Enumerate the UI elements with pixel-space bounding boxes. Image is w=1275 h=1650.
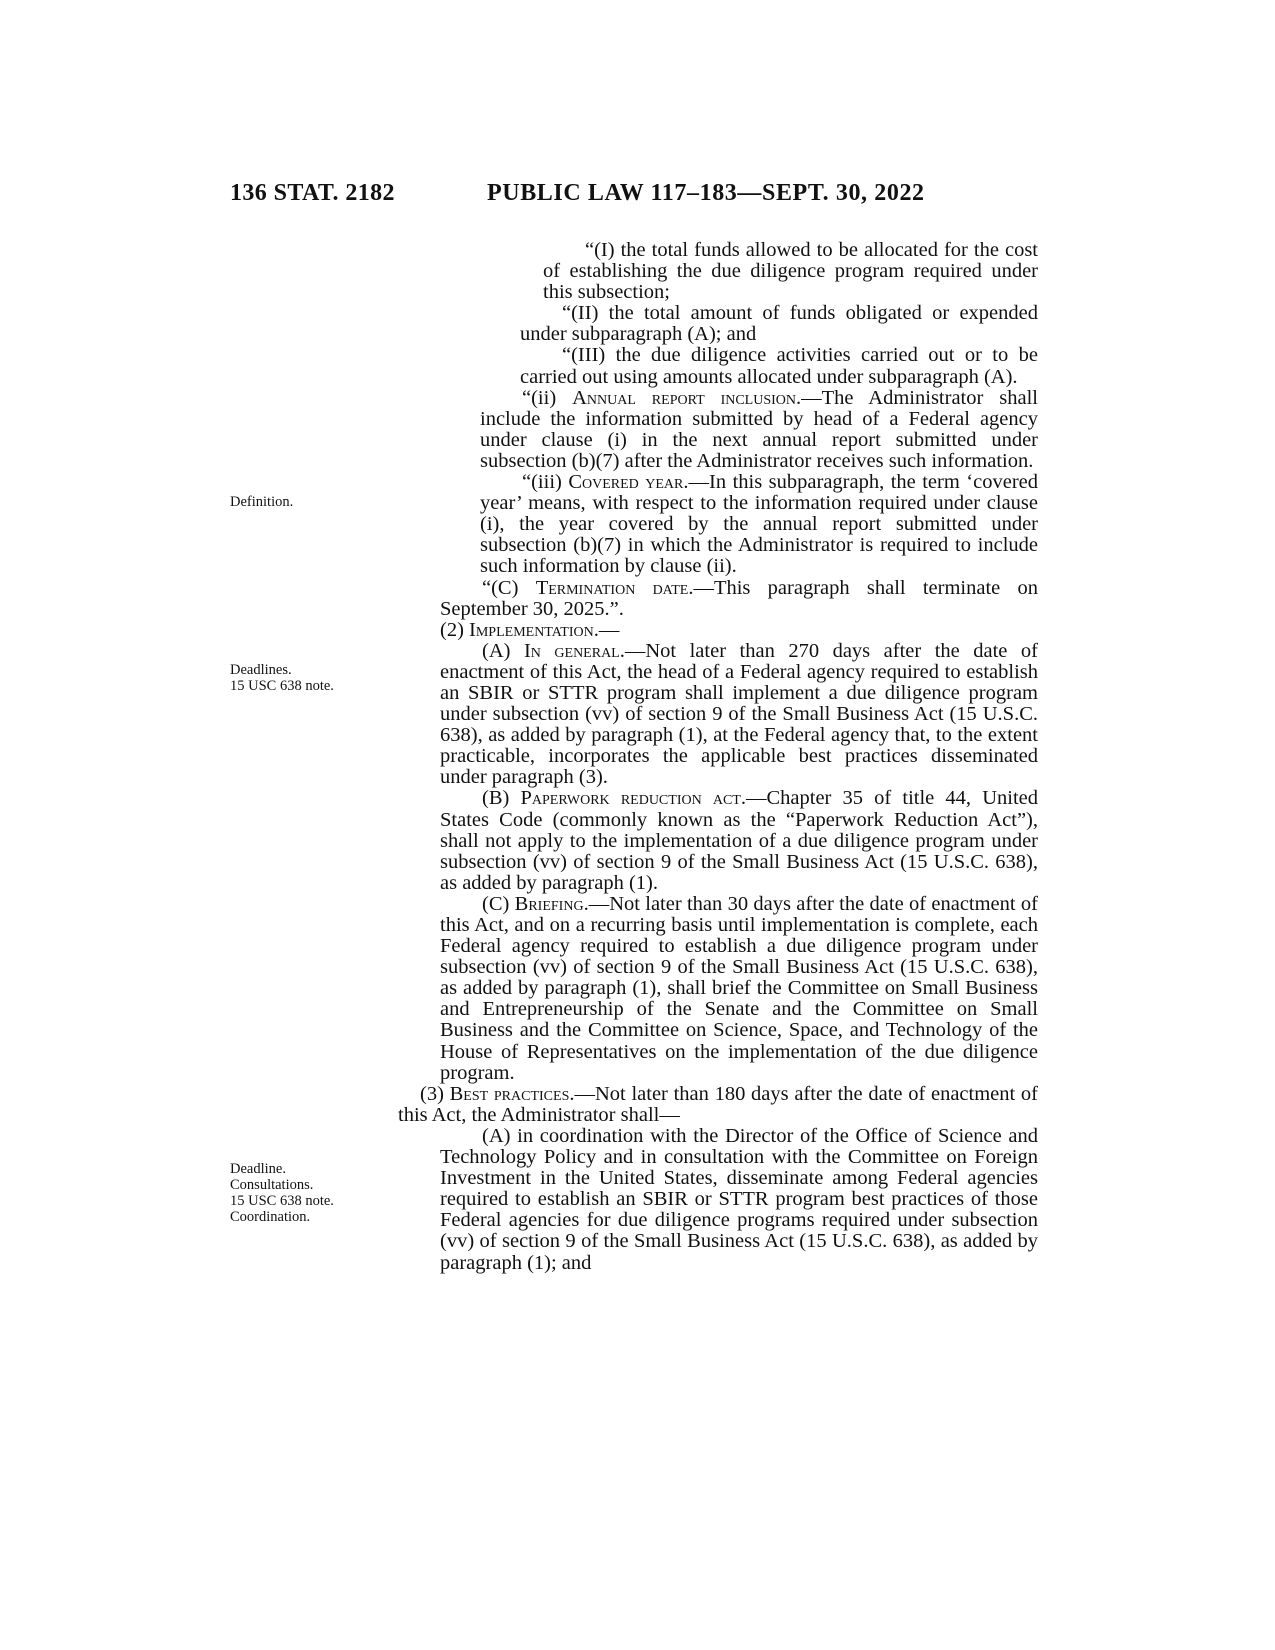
clause-iii (418, 472, 1038, 577)
margin-note-deadline-coordination (230, 1161, 400, 1225)
statute-page-number: 136 STAT. 2182 (230, 180, 395, 206)
paragraph-2-heading (418, 620, 1038, 641)
margin-note-line: 15 USC 638 note. (230, 678, 334, 694)
sub-C-text: .—This paragraph shall terminate on September 30, 2025.”. (440, 576, 1038, 620)
margin-note-deadlines (230, 662, 400, 694)
para-3-heading: Best practices (449, 1082, 570, 1105)
p2A-label: (A) (482, 639, 524, 662)
clause-ii-label: “(ii) (522, 386, 573, 409)
paragraph-3 (398, 1084, 1038, 1126)
p2A-text: .—Not later than 270 days after the date of enactment of this Act, the head of a Federal agency required to establish an SBIR or STTR program shall implement a due diligence program under subsection (vv) of section 9 of the Small Business Act (15 U.S.C. 638), as added by paragraph (1), at the Federal agency that, to the extent practicable, incorporates the applicable best practices disseminated under paragraph (3). (440, 639, 1038, 789)
clause-ii (418, 388, 1038, 472)
paragraph-2-C (418, 894, 1038, 1084)
subclause-II: “(II) the total amount of funds obligated or expended under subparagraph (A); and (520, 302, 1038, 346)
margin-note-definition (230, 494, 400, 510)
sub-C-label: “(C) (482, 576, 536, 599)
margin-note-line: 15 USC 638 note. (230, 1193, 334, 1209)
p2C-text: .—Not later than 30 days after the date of enactment of this Act, and on a recurring basis until implementation is complete, each Federal agency required to establish a due diligence program under subsection (vv) of section 9 of the Small Business Act (15 U.S.C. 638), as added by paragraph (1), shall brief the Committee on Small Business and Entrepreneurship of the Senate and the Committee on Small Business and the Committee on Science, Space, and Technology of the House of Representatives on the implementation of the due diligence program. (440, 892, 1038, 1084)
para-2-heading-text: Implementation (469, 618, 594, 641)
p2B-heading: Paperwork reduction act (520, 787, 741, 810)
clause-ii-heading: Annual report inclusion (572, 386, 797, 409)
p2B-text: .—Chapter 35 of title 44, United States Code (commonly known as the “Paperwork Reduction Act”), shall not apply to the implementation of a due diligence program under subsection (vv) of section 9 of the Small Business Act (15 U.S.C. 638), as added by paragraph (1). (440, 787, 1038, 894)
sub-C-heading: Termination date (535, 576, 689, 599)
p2C-label: (C) (482, 892, 515, 915)
subclause-III: “(III) the due diligence activities carried out or to be carried out using amounts allocated under subparagraph (A). (520, 344, 1038, 388)
clause-iii-label: “(iii) (522, 471, 569, 494)
subclause-I: “(I) the total funds allowed to be allocated for the cost of establishing the due diligence program required under this subsection; (543, 239, 1038, 304)
margin-note-line: Deadline. (230, 1161, 286, 1177)
para-3-label: (3) (420, 1082, 450, 1105)
para-2-label: (2) (440, 618, 470, 641)
para-2-dash: .— (593, 618, 620, 641)
clause-iii-text: .—In this subparagraph, the term ‘covered year’ means, with respect to the information required under clause (i), the year covered by the annual report submitted under subsection (b)(7) in which the Administrator is required to include such information by clause (ii). (480, 471, 1038, 578)
running-title: PUBLIC LAW 117–183—SEPT. 30, 2022 (487, 180, 925, 206)
margin-note-line: Deadlines. (230, 662, 292, 678)
paragraph-2-A (418, 641, 1038, 789)
p2C-heading: Briefing (514, 892, 584, 915)
clause-ii-text: .—The Administrator shall include the information submitted by head of a Federal agency under clause (i) in the next annual report submitted under subsection (b)(7) after the Administrator receives such information. (480, 386, 1038, 472)
statute-body (398, 239, 1039, 1274)
page-header (0, 180, 1275, 220)
clause-iii-heading: Covered year (568, 471, 684, 494)
paragraph-2-B (418, 788, 1038, 893)
margin-note-line: Coordination. (230, 1209, 311, 1225)
margin-note-line: Definition. (230, 494, 294, 510)
margin-note-line: Consultations. (230, 1177, 314, 1193)
para-3-text: .—Not later than 180 days after the date of enactment of this Act, the Administrator shall— (398, 1082, 1039, 1126)
p2B-label: (B) (482, 787, 521, 810)
subparagraph-C-termination (418, 578, 1038, 620)
paragraph-3-A: (A) in coordination with the Director of the Office of Science and Technology Policy and in consultation with the Committee on Foreign Investment in the United States, disseminate among Federal agencies required to establish an SBIR or STTR program best practices of those Federal agencies for due diligence programs required under subsection (vv) of section 9 of the Small Business Act (15 U.S.C. 638), as added by paragraph (1); and (440, 1124, 1038, 1274)
p2A-heading: In general (523, 639, 620, 662)
